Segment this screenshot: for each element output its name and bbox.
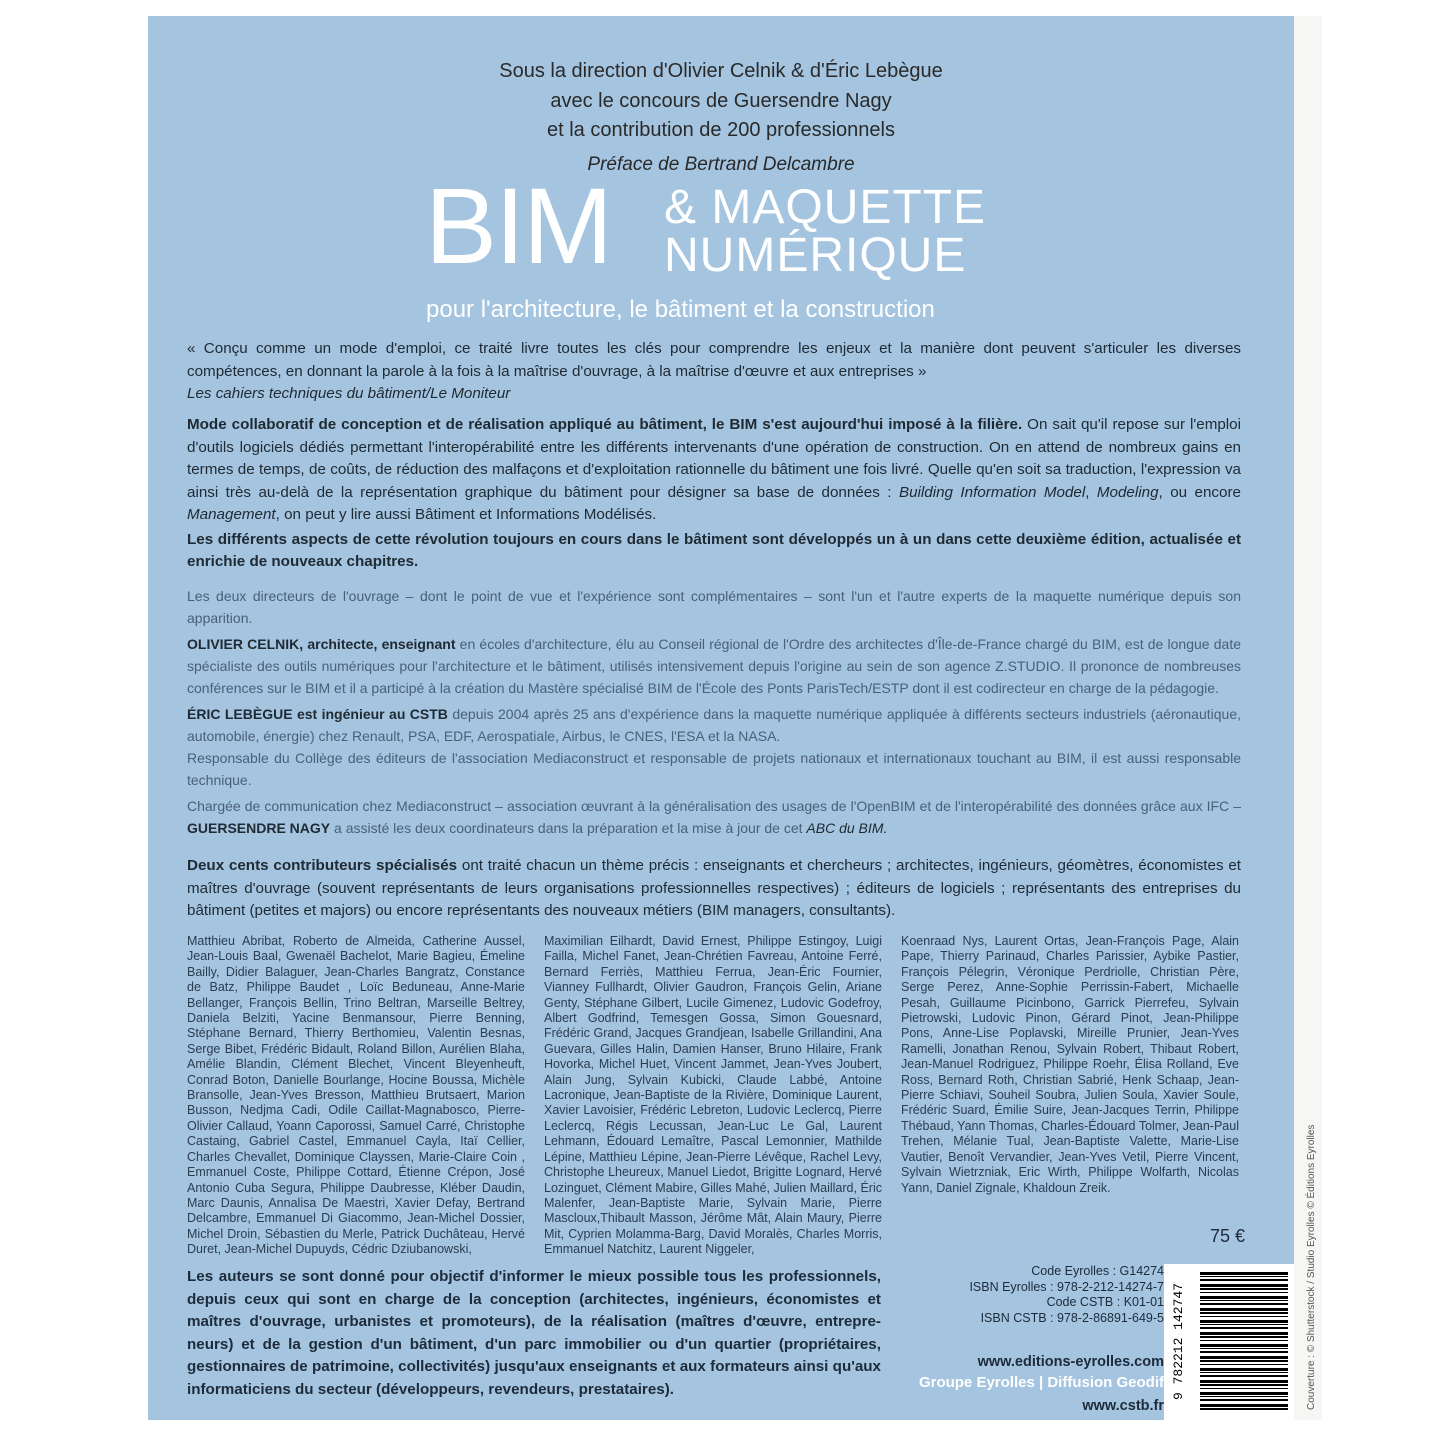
code-eyrolles: Code Eyrolles : G14274 bbox=[1031, 1264, 1164, 1278]
title-line-2: NUMÉRIQUE bbox=[664, 229, 967, 282]
intro-sep: , bbox=[1085, 483, 1097, 501]
celnik-text: en écoles d'architecture, élu au Conseil régional de l'Ordre des architectes d'Île-de-France chargé du BIM, est de longue date spécialiste des outils numériques pour l'architecture et le bâtiment, utilisés intensivement depuis l'origine au sein de son agence Z.STUDIO. Il prononce de nombreuses conférences sur le BIM et il a participé à la création du Mastère spécialisé BIM de l'École des Ponts ParisTech/ESTP dont il est codirecteur en charge de la pédagogie. bbox=[187, 636, 1241, 696]
preface-line: Préface de Bertrand Delcambre bbox=[587, 154, 855, 175]
audience-text: ainsi qu'aux bbox=[789, 1358, 882, 1375]
audience-bold: formateurs bbox=[710, 1358, 790, 1375]
title-line-1: & MAQUETTE bbox=[664, 181, 987, 234]
barcode-bar bbox=[1200, 1276, 1288, 1277]
contributors-block bbox=[187, 855, 1241, 923]
barcode-bar bbox=[1200, 1279, 1288, 1281]
code-cstb: Code CSTB : K01-01 bbox=[1046, 1295, 1164, 1310]
lebegue-text: depuis 2004 après 25 ans d'expérience dans la maquette numérique appliquée à différents secteurs industriels (aéronautique, automobile, énergie) chez Renault, PSA, EDF, Aerospatiale, Airbus, le CNES, l'ESA et la NASA. bbox=[187, 706, 1241, 744]
intro-sep: , ou encore bbox=[1158, 483, 1241, 501]
nagy-text-2: a assisté les deux coordinateurs dans la préparation et la mise à jour de cet bbox=[330, 820, 807, 836]
barcode-bar bbox=[1200, 1284, 1288, 1287]
barcode bbox=[1164, 1264, 1294, 1420]
audience-text: Les auteurs se sont donné pour objectif d'informer le mieux possible tous les professionnels, depuis ceux qui sont en charge de la bbox=[187, 1268, 881, 1308]
price: 75 € bbox=[1210, 1226, 1246, 1246]
barcode-bar bbox=[1200, 1399, 1288, 1401]
barcode-bar bbox=[1200, 1396, 1288, 1397]
audience-bold: conception bbox=[489, 1290, 571, 1308]
groupe-eyrolles: Groupe Eyrolles | Diffusion Geodif bbox=[918, 1374, 1164, 1391]
barcode-bar bbox=[1200, 1344, 1288, 1347]
barcode-bar bbox=[1200, 1372, 1288, 1373]
barcode-bar bbox=[1200, 1348, 1288, 1349]
barcode-bar bbox=[1200, 1364, 1288, 1365]
lebegue-name: ÉRIC LEBÈGUE est ingénieur au CSTB bbox=[187, 706, 448, 722]
barcode-bar bbox=[1200, 1356, 1288, 1359]
intro-block bbox=[187, 414, 1241, 574]
quote-text: « Conçu comme un mode d'emploi, ce traité livre toutes les clés pour comprendre les enjeux et la manière dont peuvent s'articuler les diverses compétences, en donnant la parole à la fois à la maîtrise d'ouvrage, à la maîtrise d'œuvre et aux entreprises » bbox=[187, 340, 1241, 380]
barcode-bar bbox=[1200, 1380, 1288, 1383]
celnik-bio bbox=[187, 633, 1241, 699]
web-eyrolles: www.editions-eyrolles.com bbox=[977, 1354, 1164, 1370]
barcode-bar bbox=[1200, 1351, 1288, 1353]
isbn-cstb: ISBN CSTB : 978-2-86891-649-5 bbox=[980, 1310, 1164, 1325]
barcode-bar bbox=[1200, 1272, 1288, 1275]
barcode-bar bbox=[1200, 1303, 1288, 1305]
barcode-number: 9 782212 142747 bbox=[1171, 1282, 1187, 1401]
title-subtitle: pour l'architecture, le bâtiment et la construction bbox=[426, 296, 935, 323]
barcode-bar bbox=[1200, 1320, 1288, 1323]
barcode-bar bbox=[1200, 1312, 1288, 1314]
nagy-text: Chargée de communication chez Mediaconstruct – association œuvrant à la généralisation des usages de l'OpenBIM et de l'interopérabilité des données grâce aux IFC – bbox=[187, 798, 1241, 814]
audience-text: (maîtres d'œuvre, entrepre-neurs) et de la bbox=[187, 1313, 881, 1353]
audience-text: du secteur (développeurs, revendeurs, prestataires). bbox=[290, 1380, 675, 1398]
names-column-1: Matthieu Abribat, Roberto de Almeida, Catherine Aussel, Jean-Louis Baal, Gwenaël Bachelot, Marie Bagieu, Émeline Bailly, Didier Balaguer, Jean-Charles Bangratz, Constance de Batz, Philippe Baudet , Loïc Beduneau, Anne-Marie Bellanger, François Bellin, Trino Beltran, Marseille Beltrey, Daniela Belziti, Yacine Benmansour, Pierre Benning, Stéphane Bernard, Thierry Berthomieu, Valentin Besnas, Serge Bibet, Frédéric Bidault, Roland Billon, Aurélien Blaha, Amélie Blandin, Clément Blechet, Vincent Bleyenheuft, Conrad Boton, Danielle Bourlange, Hocine Boussa, Michèle Bransolle, Jean-Yves Bresson, Matthieu Brutsaert, Marion Busson, Nedjma Cadi, Odile Caillat-Magnabosco, Pierre-Olivier Callaud, Yoann Caporossi, Samuel Carré, Christophe Castaing, Gabriel Castel, Emmanuel Cayla, Itaï Cellier, Charles Chevallet, Dominique Clayssen, Marie-Claire Coin , Emmanuel Coste, Philippe Cottard, Étienne Crépon, José Antonio Cuba Segura, Philippe Daubresse, Kléber Daudin, Marc Daunis, Annalisa De Maestri, Xavier Defay, Bertrand Delcambre, Emmanuel Di Giacommo, Jean-Michel Dossier, Michel Droin, Sébastien du Merle, Patrick Duchâteau, Hervé Duret, Jean-Michel Dupuyds, Cédric Dziubanowski, bbox=[187, 934, 525, 1257]
barcode-bar bbox=[1200, 1324, 1288, 1325]
audience-text: et aux bbox=[657, 1358, 711, 1375]
barcode-bar bbox=[1200, 1408, 1288, 1410]
contributors-text: ont traité chacun un thème précis : enseignants et chercheurs ; architectes, ingénieurs, géomètres, économistes et maîtres d'ouvrage (souvent représentants de leurs organisations professionnelles respectives) ; éditeurs de logiciels ; représentants des entreprises du bâtiment (petites et majors) ou encore représentants des nouveaux métiers (BIM managers, consultants). bbox=[187, 857, 1241, 919]
cover-credit: Couverture : © Shutterstock / Studio Eyrolles © Éditions Eyrolles bbox=[1306, 1124, 1317, 1410]
contribution-line: et la contribution de 200 professionnels bbox=[546, 119, 895, 141]
celnik-name: OLIVIER CELNIK, architecte, enseignant bbox=[187, 636, 456, 652]
intro-paragraph bbox=[187, 414, 1241, 527]
authors-block bbox=[187, 585, 1241, 839]
back-cover bbox=[148, 16, 1294, 1420]
barcode-bar bbox=[1200, 1340, 1288, 1341]
audience-bold: informaticiens bbox=[187, 1380, 291, 1398]
barcode-bar bbox=[1200, 1292, 1288, 1293]
title-bim: BIM bbox=[425, 165, 612, 286]
barcode-bar bbox=[1200, 1336, 1288, 1338]
authors-intro: Les deux directeurs de l'ouvrage – dont le point de vue et l'expérience sont complémentaires – sont l'un et l'autre experts de la maquette numérique depuis son apparition. bbox=[187, 588, 1241, 626]
names-column-2: Maximilian Eilhardt, David Ernest, Philippe Estingoy, Luigi Failla, Michel Fanet, Jean-Chrétien Favreau, Antoine Ferré, Bernard Ferriès, Matthieu Ferrua, Jean-Éric Fournier, Vianney Fullhardt, Olivier Gaudron, François Gelin, Ariane Genty, Stéphane Gilbert, Lucile Gimenez, Ludovic Godefroy, Albert Godfrind, Temesgen Gossa, Simon Gouesnard, Frédéric Grand, Jacques Grandjean, Isabelle Grillandini, Ana Guevara, Gilles Halin, Damien Hanser, Bruno Hilaire, Frank Hovorka, Michel Huet, Vincent Jammet, Jean-Yves Joubert, Alain Jung, Sylvain Kubicki, Claude Labbé, Antoine Lacronique, Jean-Baptiste de la Rivière, Dominique Laurent, Xavier Lavoisier, Frédéric Lebreton, Ludovic Leclercq, Pierre Leclercq, Régis Lecussan, Jean-Luc Le Gal, Laurent Lehmann, Édouard Lemaître, Pascal Lemonnier, Mathilde Lépine, Matthieu Lépine, Jean-Pierre Lévêque, Rachel Levy, Christophe Lheureux, Manuel Liedot, Brigitte Lognard, Hervé Lozinguet, Clément Mabire, Gilles Mahé, Julien Maillard, Éric Malenfer, Jean-Baptiste Marie, Sylvain Marie, Pierre Mascloux,Thibault Masson, Jérôme Mât, Alain Maury, Pierre Mit, Cyprien Molamma-Barg, David Moralès, Charles Morris, Emmanuel Natchitz, Laurent Niggeler, bbox=[544, 934, 882, 1257]
audience-paragraph bbox=[187, 1266, 881, 1401]
intro-em-model: Building Information Model bbox=[898, 483, 1086, 501]
isbn-eyrolles: ISBN Eyrolles : 978-2-212-14274-7 bbox=[969, 1279, 1164, 1294]
codes-block bbox=[918, 1264, 1164, 1326]
audience-text: (architectes, ingénieurs, économistes et maîtres d'ouvrage, urbanistes et promoteurs), de la bbox=[187, 1290, 881, 1330]
barcode-bar bbox=[1200, 1308, 1288, 1311]
audience-bold: gestion bbox=[308, 1335, 363, 1353]
lebegue-bio bbox=[187, 703, 1241, 747]
barcode-bar bbox=[1200, 1384, 1288, 1386]
contributors-lead: Deux cents contributeurs spécialisés bbox=[187, 857, 458, 874]
barcode-bar bbox=[1200, 1316, 1288, 1317]
barcode-bar bbox=[1200, 1388, 1288, 1389]
intro-em-management: Management bbox=[187, 506, 276, 523]
intro-text: On sait qu'il repose sur l'emploi d'outils logiciels dédiés permettant l'interopérabilité entre les différents intervenants d'une opération de construction. On en attend de nombreux gains en termes de temps, de coûts, de réduction des malfaçons et d'exploitation rationnelle du bâtiment une fois livré. Quelle qu'en soit sa traduction, l'expression va ainsi très au-delà de la représentation graphique du bâtiment pour désigner sa base de données : bbox=[187, 416, 1241, 501]
intro-bold-paragraph: Les différents aspects de cette révolution toujours en cours dans le bâtiment sont développés un à un dans cette deuxième édition, actualisée et enrichie de nouveaux chapitres. bbox=[187, 530, 1241, 570]
audience-bold: réalisation bbox=[591, 1313, 668, 1330]
direction-line: Sous la direction d'Olivier Celnik & d'Éric Lebègue bbox=[499, 60, 943, 82]
names-column-3: Koenraad Nys, Laurent Ortas, Jean-François Page, Alain Pape, Thierry Parinaud, Charles Parissier, Aybike Pastier, François Pélegrin, Véronique Perdriolle, Christian Père, Serge Perez, Anne-Sophie Perrissin-Fabert, Michaelle Pesah, Guillaume Picinbono, Garrick Pierrefeu, Sylvain Pietrowski, Ludovic Pinon, Gérard Pinot, Jean-Philippe Pons, Anne-Lise Poplavski, Mireille Prunier, Jean-Yves Ramelli, Jonathan Renou, Sylvain Robert, Thibaut Robert, Jean-Manuel Rodriguez, Philippe Roehr, Élisa Rolland, Eve Ross, Bernard Roth, Christian Sabrié, Henk Schaap, Jean-Pierre Schiavi, Souheil Soubra, Julien Soula, Xavier Soule, Frédéric Suard, Émilie Suire, Jean-Jacques Terrin, Philippe Thébaud, Yann Thomas, Charles-Édouard Tolmer, Jean-Paul Trehen, Mélanie Tual, Jean-Baptiste Valette, Marie-Lise Vautier, Benoît Vervandier, Jean-Yves Vetil, Pierre Vincent, Sylvain Wietrzniak, Eric Wirth, Philippe Wolfarth, Nicolas Yann, Daniel Zignale, Khaldoun Zreik. bbox=[901, 934, 1239, 1195]
nagy-name: GUERSENDRE NAGY bbox=[187, 820, 331, 836]
barcode-bar bbox=[1200, 1360, 1288, 1362]
lebegue-bio-2: Responsable du Collège des éditeurs de l'association Mediaconstruct et responsable de projets nationaux et internationaux touchant au BIM, il est aussi responsable technique. bbox=[187, 750, 1241, 788]
barcode-bar bbox=[1200, 1375, 1288, 1377]
nagy-bio bbox=[187, 795, 1241, 839]
barcode-bar bbox=[1200, 1288, 1288, 1290]
intro-lead: Mode collaboratif de conception et de réalisation appliqué au bâtiment, le BIM s'est aujourd'hui imposé à la filière. bbox=[187, 416, 1023, 433]
barcode-bar bbox=[1200, 1300, 1288, 1301]
barcode-bar bbox=[1200, 1296, 1288, 1299]
barcode-bar bbox=[1200, 1327, 1288, 1329]
audience-text: d'un bâtiment, d'un parc immobilier ou d'un quartier (propriétaires, gestionnaires de patrimoine, collectivités) jusqu'aux bbox=[187, 1335, 881, 1375]
barcode-bar bbox=[1200, 1404, 1288, 1407]
barcode-bar bbox=[1200, 1392, 1288, 1395]
intro-em-modeling: Modeling bbox=[1096, 483, 1159, 501]
title-maquette bbox=[664, 181, 987, 282]
concours-line: avec le concours de Guersendre Nagy bbox=[550, 90, 892, 112]
barcode-bar bbox=[1200, 1332, 1288, 1335]
audience-bold: enseignants bbox=[569, 1358, 658, 1375]
intro-text-end: , on peut y lire aussi Bâtiment et Informations Modélisés. bbox=[275, 506, 657, 523]
quote-block bbox=[187, 338, 1241, 406]
barcode-bar bbox=[1200, 1368, 1288, 1371]
nagy-em: ABC du BIM. bbox=[806, 820, 888, 836]
web-cstb: www.cstb.fr bbox=[1082, 1398, 1164, 1414]
quote-source: Les cahiers techniques du bâtiment/Le Moniteur bbox=[187, 385, 511, 402]
